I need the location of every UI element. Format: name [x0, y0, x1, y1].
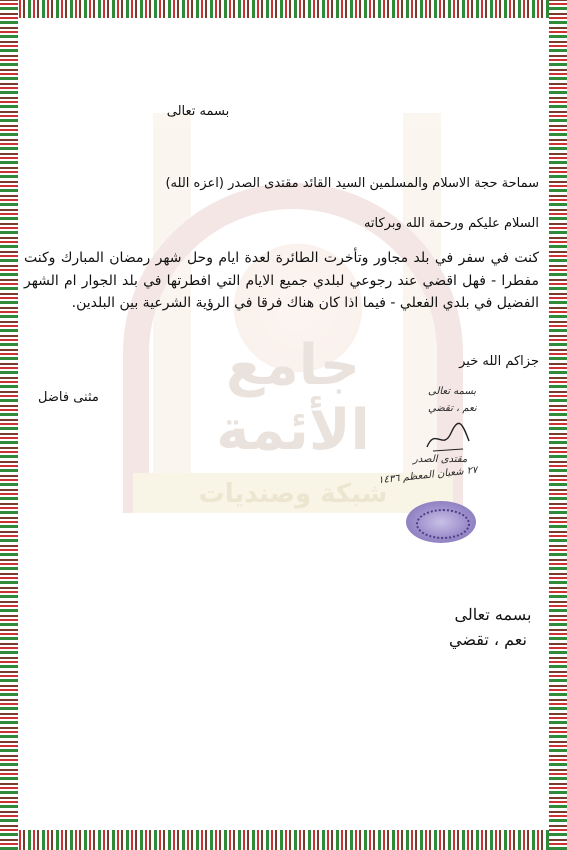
letter-thanks: جزاكم الله خير: [459, 354, 539, 369]
letter-page: [18, 18, 549, 830]
watermark-band-text: شبكة وصنديات: [198, 479, 388, 509]
signature-name: مقتدى الصدر: [413, 454, 468, 465]
letter-addressee: سماحة حجة الاسلام والمسلمين السيد القائد مقتدى الصدر (اعزه الله): [165, 176, 539, 191]
reply-heading: بسمه تعالى: [454, 605, 532, 624]
signature-date: ٢٧ شعبان المعظم ١٤٣٦: [377, 464, 478, 487]
letter-question: كنت في سفر في بلد مجاور وتأخرت الطائرة لعدة ايام وحل شهر رمضان المبارك وكنت مفطرا - فهل اقضي عند رجوعي لبلدي جميع الايام التي افطرتها في بلد الجوار ام الشهر الفضيل في بلدي الفعلي - فيما اذا كان هناك فرقا في الرؤية الشرعية بين البلدين.: [24, 250, 539, 311]
decorative-border-bottom: [0, 830, 567, 850]
seal-ring: [416, 509, 470, 539]
reply-body: نعم ، تقضي: [449, 630, 527, 649]
decorative-border-top: [0, 0, 567, 18]
letter-heading: بسمه تعالى: [166, 104, 230, 119]
watermark-logo-text: جامع الأئمة: [216, 333, 370, 463]
letter-greeting: السلام عليكم ورحمة الله وبركاته: [363, 216, 539, 231]
signature-scribble: [423, 421, 473, 455]
decorative-border-right: [549, 0, 567, 850]
handwritten-answer-body: نعم ، تقضي: [428, 403, 477, 414]
decorative-border-left: [0, 0, 18, 850]
letter-sender: مثنى فاضل: [38, 390, 99, 405]
handwritten-answer-heading: بسمه تعالى: [428, 386, 477, 397]
